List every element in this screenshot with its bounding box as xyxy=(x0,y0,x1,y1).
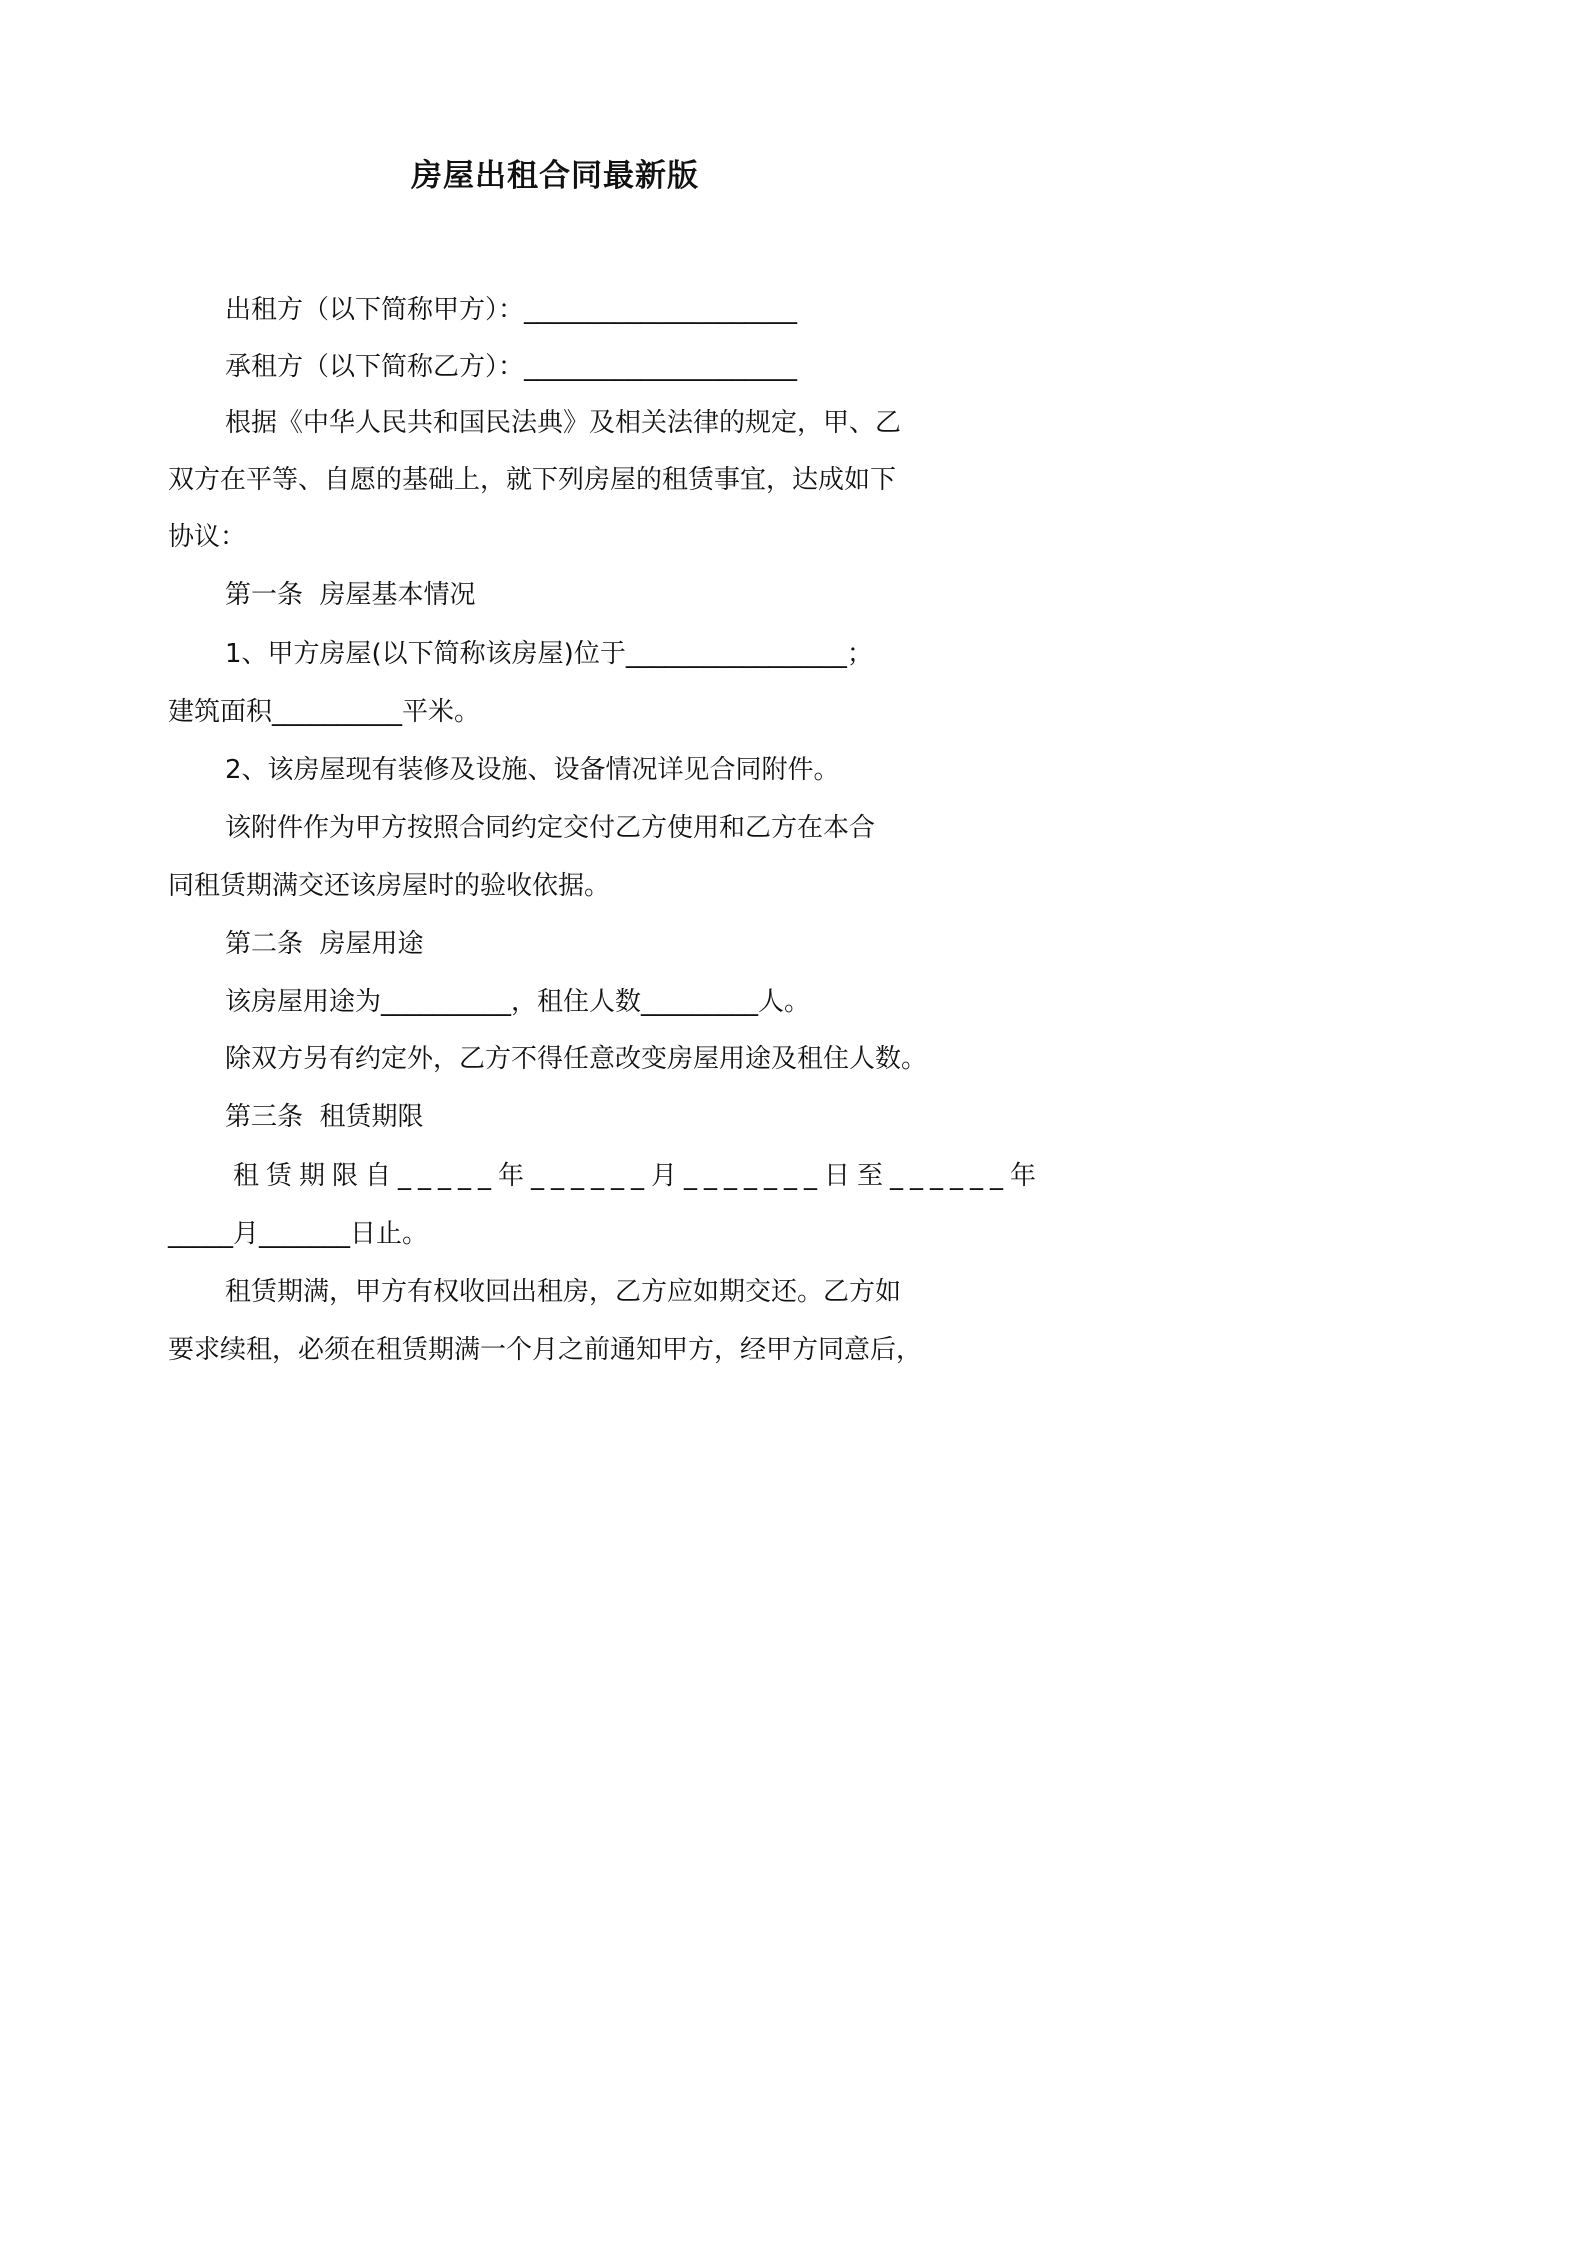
attachment-line-2: 同租赁期满交还该房屋时的验收依据。 xyxy=(168,871,611,901)
article-1-item-1-line-2: 建筑面积__________平米。 xyxy=(168,697,481,727)
article-3-heading: 第三条 租赁期限 xyxy=(225,1102,424,1132)
lease-term-line-1: 租赁期限自_____年______月_______日至______年 xyxy=(233,1161,1044,1191)
article-2-usage-line: 该房屋用途为__________，租住人数_________人。 xyxy=(225,987,811,1017)
attachment-line-1: 该附件作为甲方按照合同约定交付乙方使用和乙方在本合 xyxy=(225,813,876,843)
article-2-heading: 第二条 房屋用途 xyxy=(225,929,424,959)
article-2-restriction-line: 除双方另有约定外，乙方不得任意改变房屋用途及租住人数。 xyxy=(225,1044,928,1074)
document-page xyxy=(0,0,1110,1570)
lessee-line: 承租方（以下简称乙方）：_____________________ xyxy=(225,352,798,382)
preamble-line-2: 双方在平等、自愿的基础上，就下列房屋的租赁事宜，达成如下 xyxy=(168,465,897,495)
preamble-line-3: 协议： xyxy=(168,522,247,552)
article-1-item-1-line-1: 1、甲方房屋(以下简称该房屋)位于_________________； xyxy=(225,639,873,669)
lease-term-line-2: _____月_______日止。 xyxy=(168,1219,429,1249)
document-title: 房屋出租合同最新版 xyxy=(411,158,699,194)
lessor-line: 出租方（以下简称甲方）：_____________________ xyxy=(225,295,798,325)
article-1-item-2: 2、该房屋现有装修及设施、设备情况详见合同附件。 xyxy=(225,755,840,785)
preamble-line-1: 根据《中华人民共和国民法典》及相关法律的规定，甲、乙 xyxy=(225,408,902,438)
lease-expiry-line-1: 租赁期满，甲方有权收回出租房，乙方应如期交还。乙方如 xyxy=(225,1277,902,1307)
lease-expiry-line-2: 要求续租，必须在租赁期满一个月之前通知甲方，经甲方同意后， xyxy=(168,1335,923,1365)
article-1-heading: 第一条 房屋基本情况 xyxy=(225,580,476,610)
